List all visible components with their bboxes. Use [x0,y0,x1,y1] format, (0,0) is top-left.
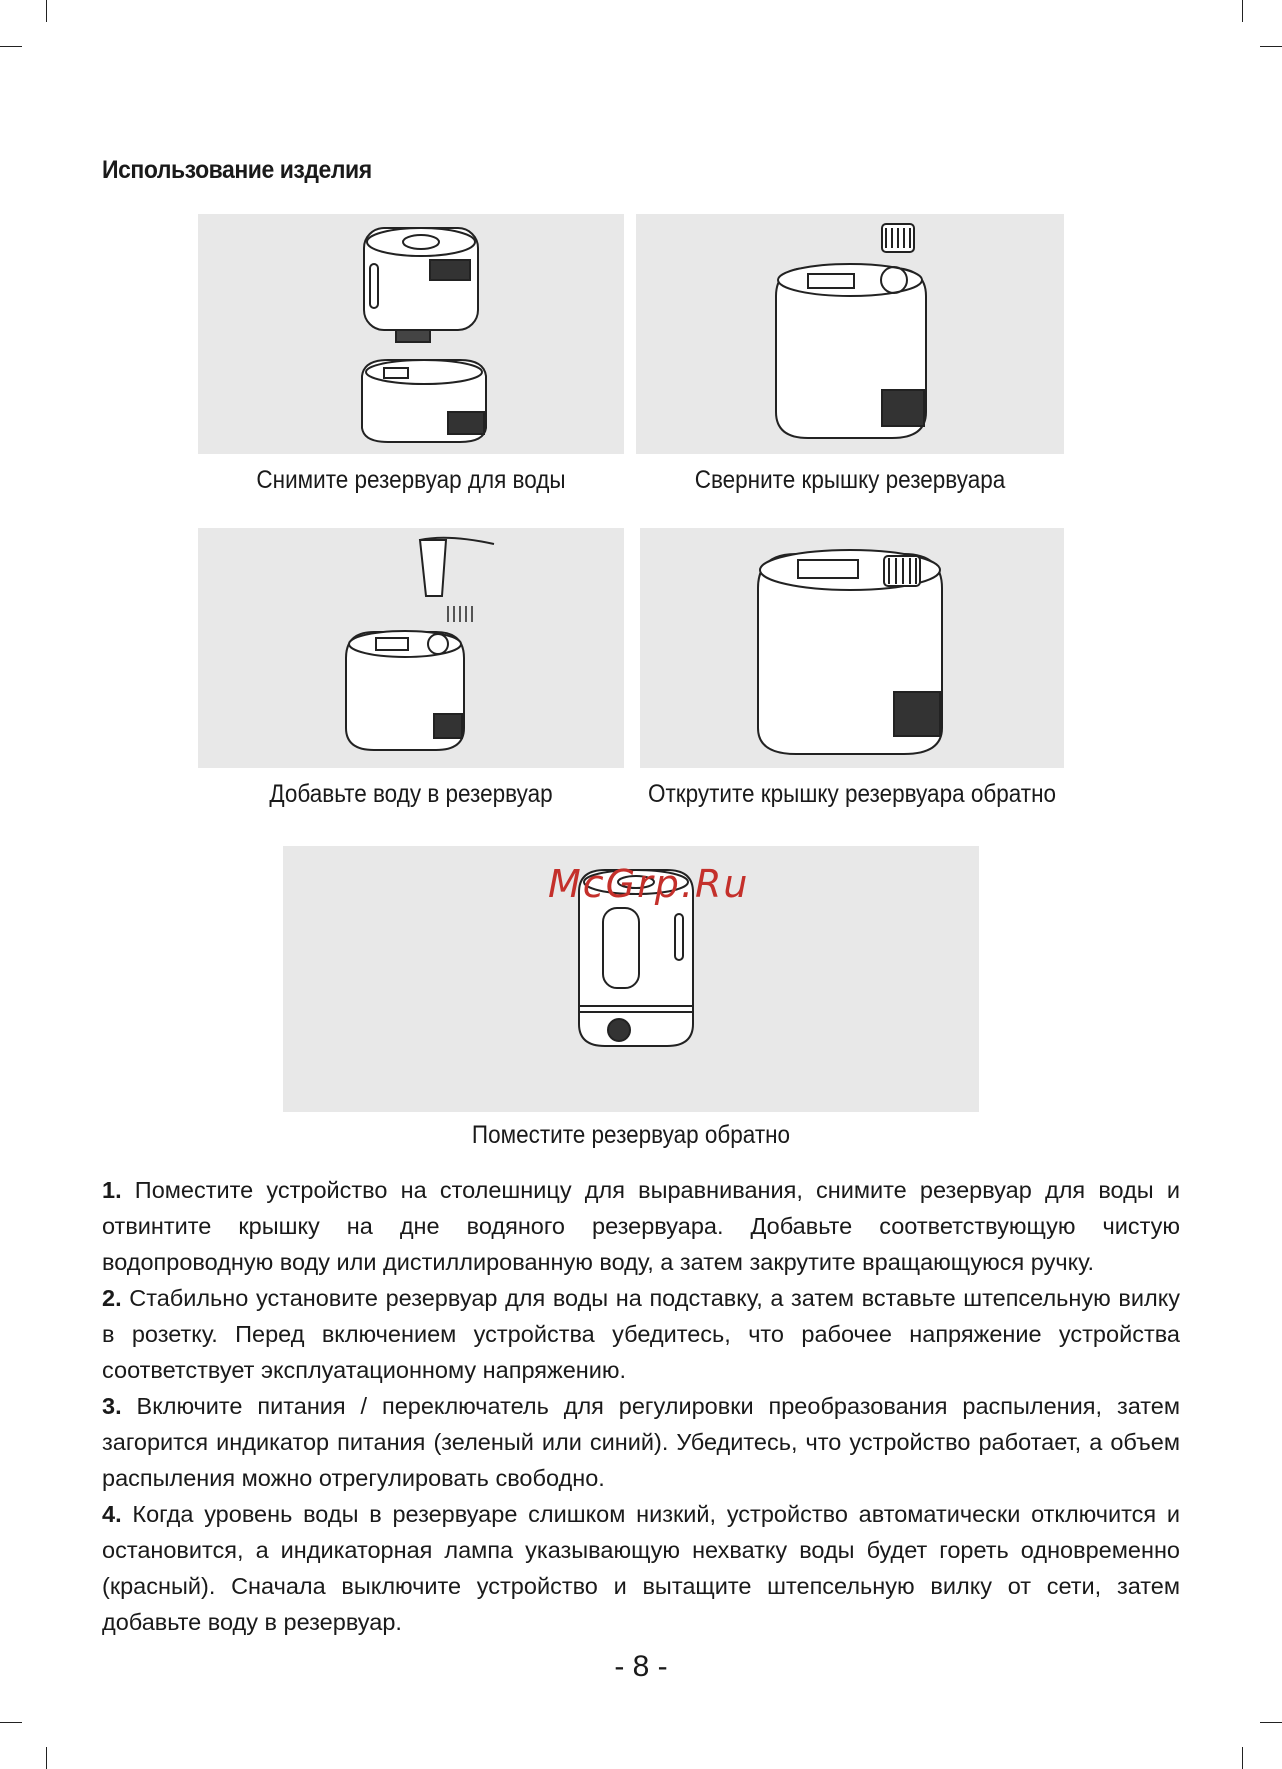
step-caption: Сверните крышку резервуара [694,466,1006,494]
instruction-text: Включите питания / переключатель для регулировки преобразования распыления, затем загорится индикатор питания (зеленый или синий). Убедитесь, что устройство работает, а объем распыления можно отрегулировать свободно. [102,1393,1180,1491]
instruction-text: Когда уровень воды в резервуаре слишком низкий, устройство автоматически отключится и остановится, а индикаторная лампа указывающую нехватку воды будет гореть одновременно (красный). Сначала выключите устройство и вытащите штепсельную вилку от сети, затем добавьте воду в резервуар. [102,1501,1180,1635]
instruction-item [102,1280,1180,1388]
instruction-number: 1. [102,1177,122,1203]
instruction-number: 4. [102,1501,122,1527]
step-caption: Поместите резервуар обратно [471,1121,791,1149]
instruction-number: 2. [102,1285,122,1311]
crop-mark [0,46,22,47]
instruction-item [102,1496,1180,1640]
step-illustration-unscrew-cap [636,214,1064,454]
step-caption: Снимите резервуар для воды [256,466,566,494]
crop-mark [1242,1747,1243,1769]
watermark: McGrp.Ru [548,862,750,906]
section-heading: Использование изделия [102,156,372,184]
crop-mark [1260,1722,1282,1723]
instruction-item [102,1388,1180,1496]
page-number: - 8 - [614,1650,668,1683]
step-caption: Открутите крышку резервуара обратно [647,780,1057,808]
step-illustration-add-water [198,528,624,768]
instruction-text: Стабильно установите резервуар для воды на подставку, а затем вставьте штепсельную вилку в розетку. Перед включением устройства убедитесь, что рабочее напряжение устройства соответствует эксплуатационному напряжению. [102,1285,1180,1383]
crop-mark [1260,46,1282,47]
instruction-item [102,1172,1180,1280]
crop-mark [46,1747,47,1769]
crop-mark [1242,0,1243,22]
crop-mark [0,1722,22,1723]
step-illustration-remove-tank [198,214,624,454]
crop-mark [46,0,47,22]
instruction-text: Поместите устройство на столешницу для выравнивания, снимите резервуар для воды и отвинтите крышку на дне водяного резервуара. Добавьте соответствующую чистую водопроводную воду или дистиллированную воду, а затем закрутите вращающуюся ручку. [102,1177,1180,1275]
step-caption: Добавьте воду в резервуар [269,780,553,808]
instruction-number: 3. [102,1393,122,1419]
step-illustration-screw-cap-back [640,528,1064,768]
instructions-list [102,1172,1180,1640]
